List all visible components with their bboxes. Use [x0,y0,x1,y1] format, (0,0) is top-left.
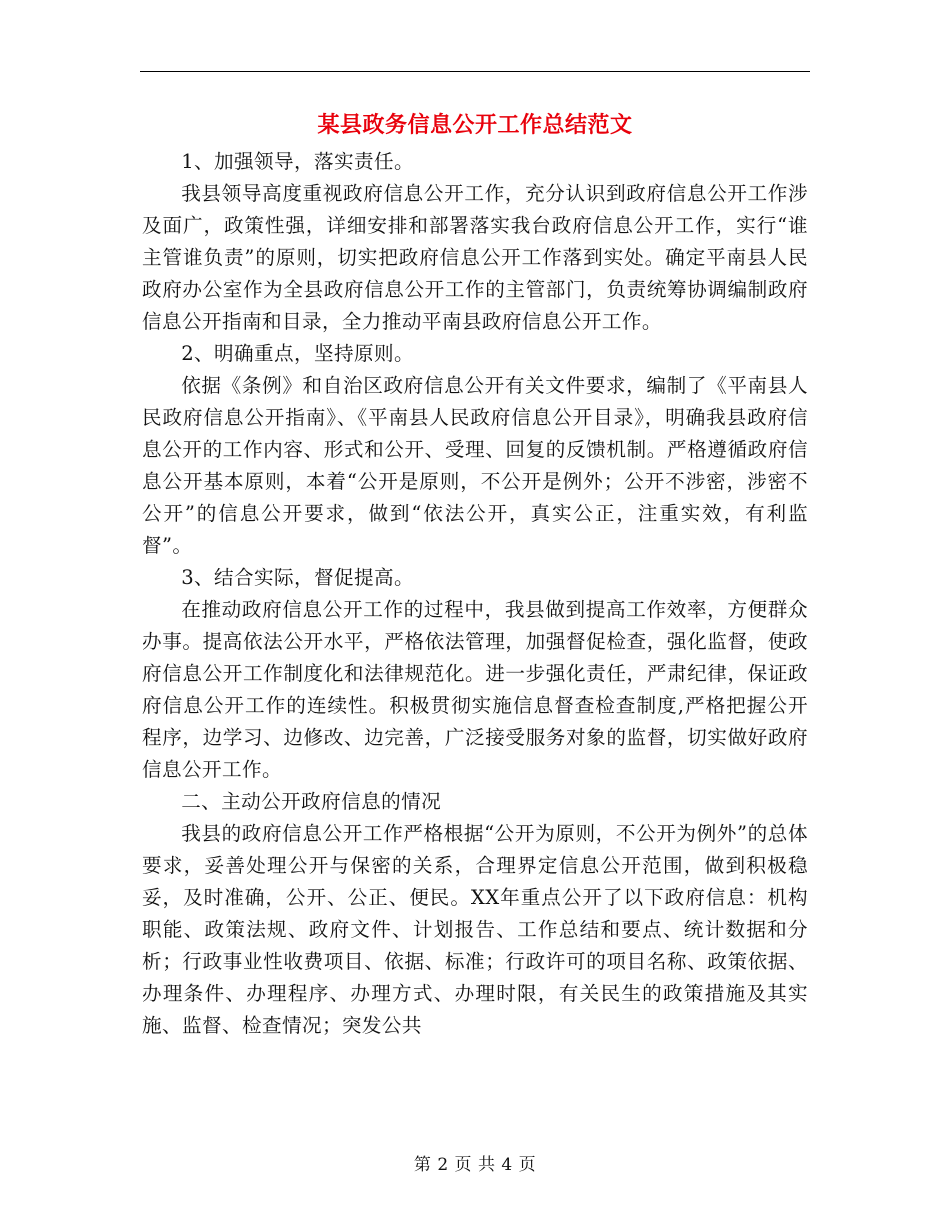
paragraph: 在推动政府信息公开工作的过程中，我县做到提高工作效率，方便群众办事。提高依法公开水平，严格依法管理，加强督促检查，强化监督，使政府信息公开工作制度化和法律规范化。进一步强化责任，严肃纪律，保证政府信息公开工作的连续性。积极贯彻实施信息督查检查制度,严格把握公开程序，边学习、边修改、边完善，广泛接受服务对象的监督，切实做好政府信息公开工作。 [142,598,808,781]
paragraph-heading-3: 3、结合实际，督促提高。 [181,566,414,589]
document-body [142,146,808,1042]
paragraph: 我县的政府信息公开工作严格根据“公开为原则，不公开为例外”的总体要求，妥善处理公开与保密的关系，合理界定信息公开范围，做到积极稳妥，及时准确，公开、公正、便民。XX年重点公开了以下政府信息：机构职能、政策法规、政府文件、计划报告、工作总结和要点、统计数据和分析；行政事业性收费项目、依据、标准；行政许可的项目名称、政策依据、办理条件、办理程序、办理方式、办理时限，有关民生的政策措施及其实施、监督、检查情况；突发公共 [142,822,808,1037]
document-title: 某县政务信息公开工作总结范文 [317,112,633,138]
paragraph: 依据《条例》和自治区政府信息公开有关文件要求，编制了《平南县人民政府信息公开指南》、《平南县人民政府信息公开目录》，明确我县政府信息公开的工作内容、形式和公开、受理、回复的反馈机制。严格遵循政府信息公开基本原则，本着“公开是原则，不公开是例外；公开不涉密，涉密不公开”的信息公开要求，做到“依法公开，真实公正，注重实效，有利监督”。 [142,374,808,557]
paragraph-heading-1: 1、加强领导，落实责任。 [181,150,414,173]
paragraph-heading-2: 2、明确重点，坚持原则。 [181,342,414,365]
header-rule [140,71,810,72]
paragraph: 我县领导高度重视政府信息公开工作，充分认识到政府信息公开工作涉及面广，政策性强，详细安排和部署落实我台政府信息公开工作，实行“谁主管谁负责”的原则，切实把政府信息公开工作落到实处。确定平南县人民政府办公室作为全县政府信息公开工作的主管部门，负责统筹协调编制政府信息公开指南和目录，全力推动平南县政府信息公开工作。 [142,182,808,333]
page-number-footer: 第 2 页 共 4 页 [413,1155,537,1175]
section-heading: 二、主动公开政府信息的情况 [181,790,442,813]
